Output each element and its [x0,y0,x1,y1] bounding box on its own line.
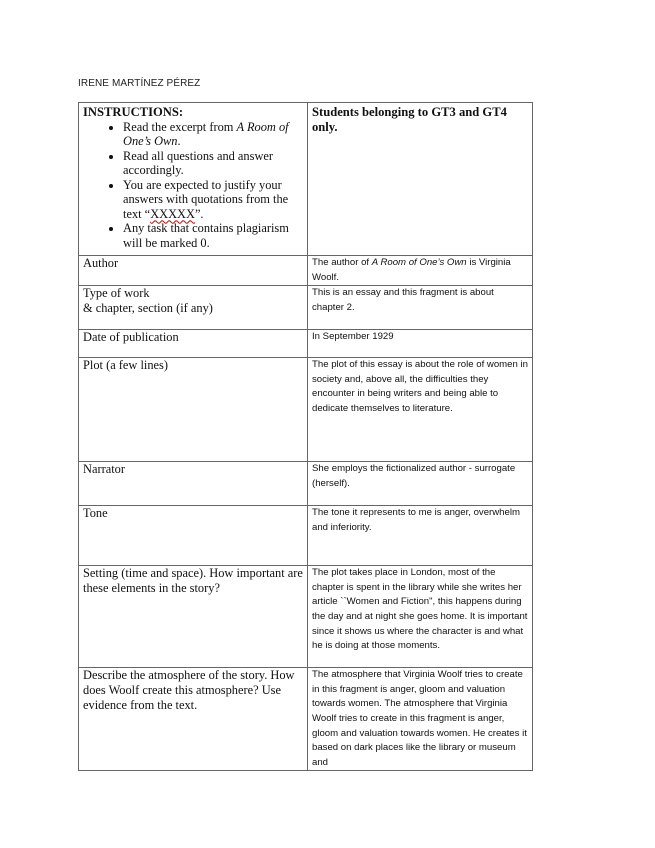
row-answer [308,256,533,286]
worksheet-table [78,102,533,771]
label-line: Type of work [83,286,150,301]
row-label: Setting (time and space). How important are these elements in the story? [79,566,308,668]
label-line: & chapter, section (if any) [83,300,213,315]
instructions-list [83,120,303,251]
table-row [79,668,533,771]
table-row [79,286,533,330]
instruction-text: Read the excerpt from [123,119,237,134]
audience-cell [308,103,533,256]
row-label [79,286,308,330]
row-answer: The plot takes place in London, most of the chapter is spent in the library while she writes her article ``Women and Fiction", this happens during the day and at night she goes home. It is important since it shows us where the character is and what he is doing at those moments. [308,566,533,668]
table-row [79,256,533,286]
instruction-item: • Any task that contains plagiarism will be marked 0. [123,221,303,250]
instructions-title: INSTRUCTIONS: [83,105,184,119]
instruction-item: • Read all questions and answer accordingly. [123,149,303,178]
instruction-item [123,178,303,222]
instruction-text: . [177,134,181,148]
row-label: Author [79,256,308,286]
student-name: IRENE MARTÍNEZ PÉREZ [78,78,201,89]
table-row [79,566,533,668]
row-answer: This is an essay and this fragment is about chapter 2. [308,286,533,330]
row-answer: She employs the fictionalized author - surrogate (herself). [308,462,533,506]
table-row [79,358,533,462]
table-row [79,506,533,566]
row-label: Tone [79,506,308,566]
row-answer: In September 1929 [308,330,533,358]
answer-text: is Virginia Woolf. [312,257,511,283]
row-answer: The plot of this essay is about the role of women in society and, above all, the difficulties they encounter in being writers and being able to dedicate themselves to literature. [308,358,533,462]
audience-note: Students belonging to GT3 and GT4 only. [312,105,507,134]
row-answer: The atmosphere that Virginia Woolf tries to create in this fragment is anger, gloom and valuation towards women. The atmosphere that Virginia Woolf tries to create in this fragment is anger, gloom and valuation towards women. He creates it based on dark places like the library or museum and [308,668,533,771]
row-label: Describe the atmosphere of the story. How does Woolf create this atmosphere? Use evidence from the text. [79,668,308,771]
table-row-instructions [79,103,533,256]
row-answer: The tone it represents to me is anger, overwhelm and inferiority. [308,506,533,566]
instruction-text: You are expected to justify your answers with quotations from the text “ [123,177,289,221]
answer-text: The author of [312,257,372,268]
row-label: Plot (a few lines) [79,358,308,462]
work-title: A Room of One’s Own [371,257,467,268]
instruction-item [123,120,303,149]
instruction-text: ”. [194,206,204,221]
table-row [79,330,533,358]
instructions-cell [79,103,308,256]
placeholder-text: XXXXX [150,206,195,221]
row-label: Date of publication [79,330,308,358]
table-row [79,462,533,506]
row-label: Narrator [79,462,308,506]
work-title: A Room of One’s Own [123,119,289,148]
